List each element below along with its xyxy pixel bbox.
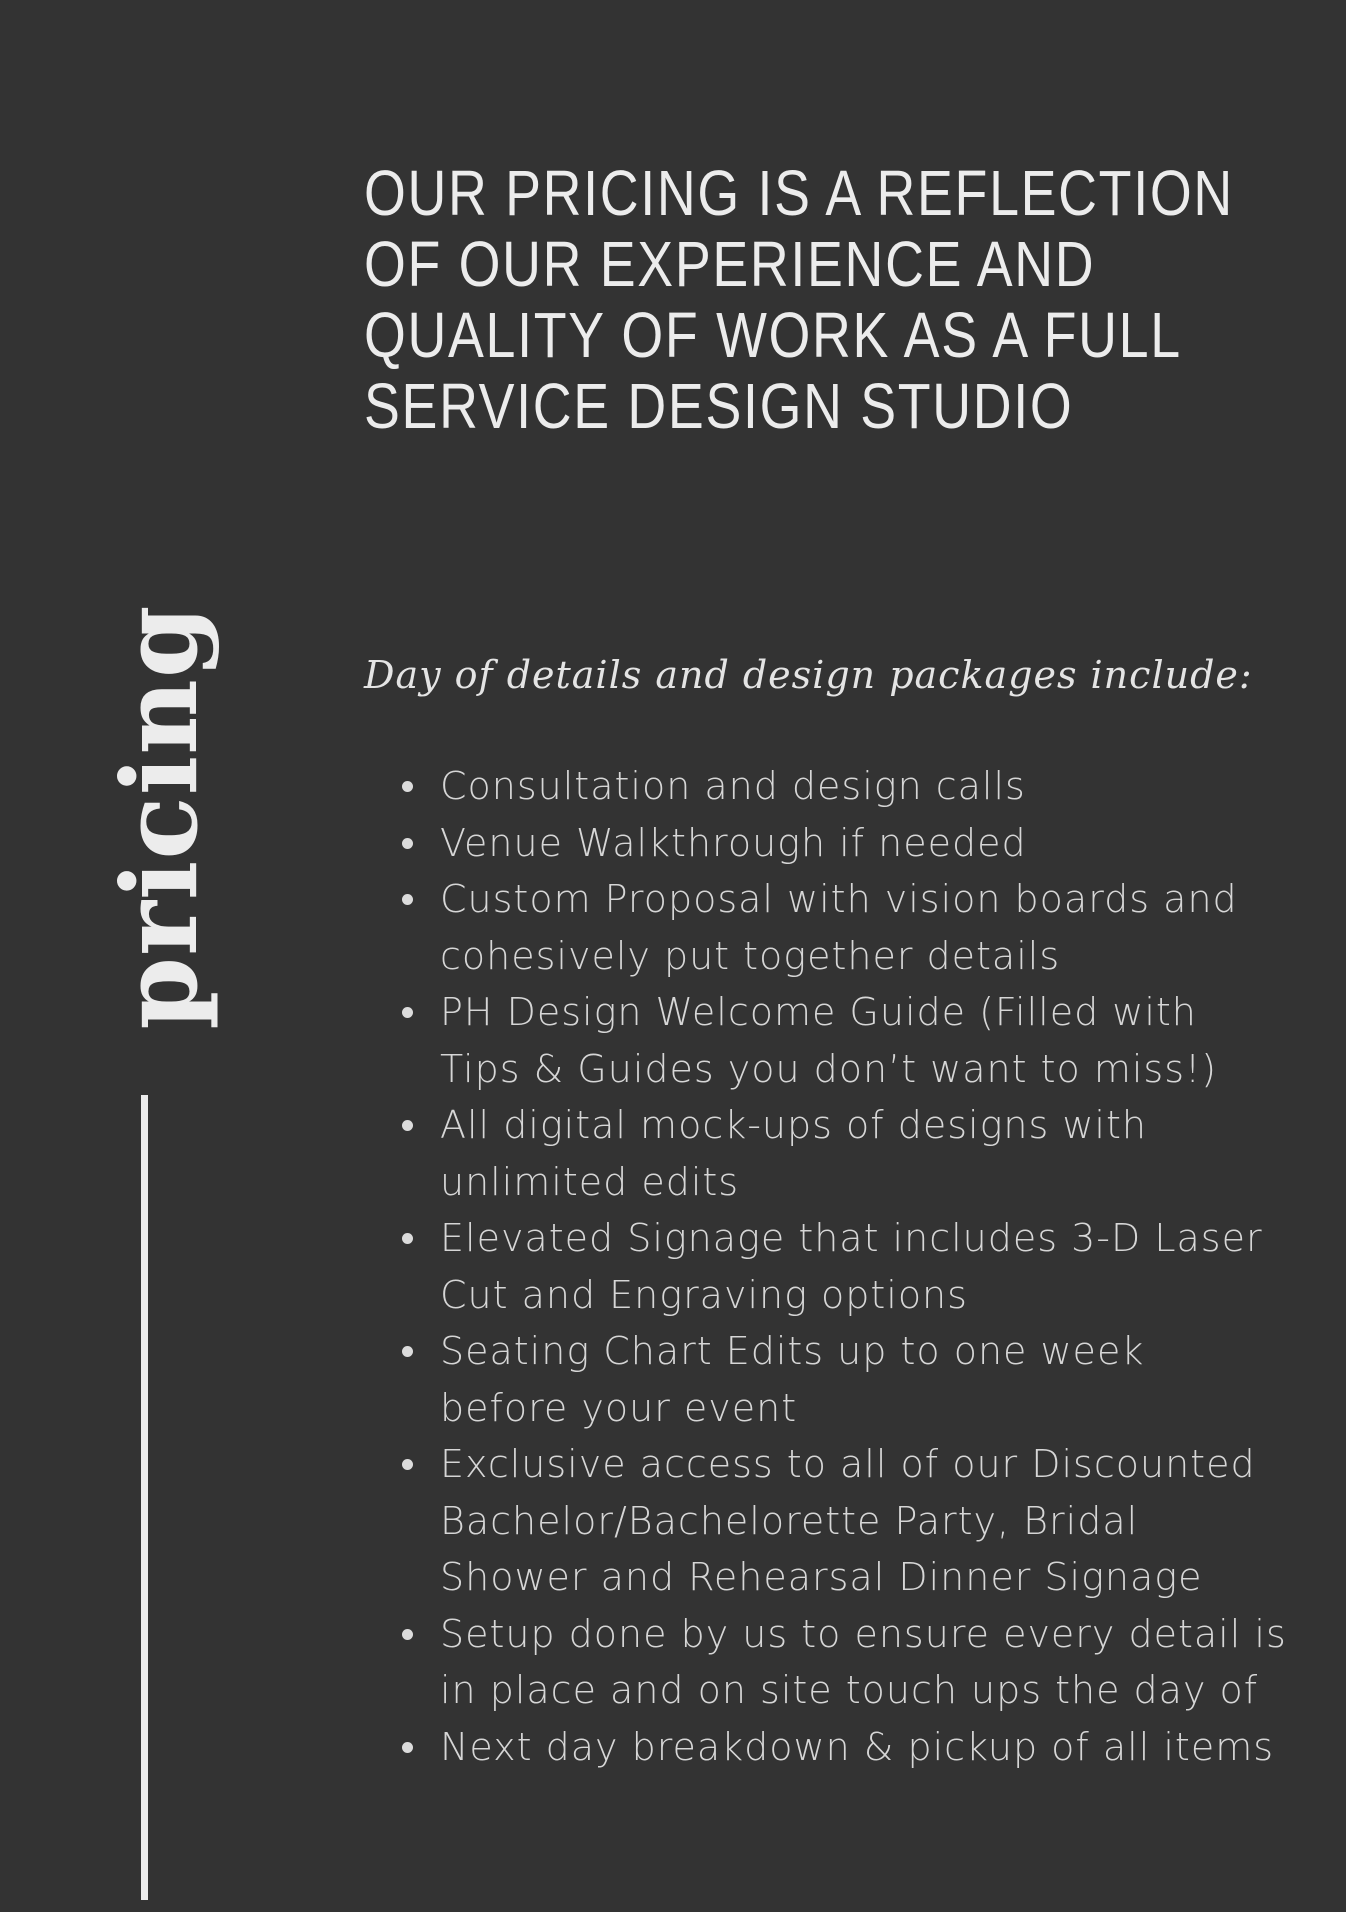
bullet-icon — [402, 1233, 413, 1244]
bullet-icon — [402, 894, 413, 905]
list-item-text: Tips & Guides you don’t want to miss!) — [440, 1046, 1218, 1091]
list-item — [440, 984, 1287, 1097]
list-item — [440, 1210, 1287, 1323]
list-item-text: Setup done by us to ensure every detail is — [440, 1611, 1287, 1656]
list-item-text: Custom Proposal with vision boards and — [440, 877, 1238, 921]
bullet-icon — [402, 1629, 413, 1640]
bullet-icon — [402, 1120, 413, 1131]
list-item-text: Seating Chart Edits up to one week — [440, 1329, 1145, 1373]
bullet-icon — [402, 781, 413, 792]
bullet-icon — [402, 838, 413, 849]
list-item-text: Bachelor/Bachelorette Party, Bridal — [440, 1498, 1139, 1543]
list-item — [440, 758, 1287, 815]
list-item-text: Consultation and design calls — [440, 764, 1026, 808]
bullet-icon — [402, 1459, 413, 1470]
list-item-text: Venue Walkthrough if needed — [440, 820, 1027, 865]
list-item-text: Exclusive access to all of our Discounted — [440, 1442, 1256, 1486]
package-feature-list — [440, 758, 1287, 1775]
list-item — [440, 1719, 1287, 1776]
list-item-text: unlimited edits — [440, 1159, 740, 1204]
packages-heading: Day of details and design packages include: — [364, 653, 1253, 697]
list-item-text: before your event — [440, 1385, 798, 1430]
list-item-text: Cut and Engraving options — [440, 1272, 968, 1317]
list-item — [440, 1436, 1287, 1606]
list-item-text: All digital mock-ups of designs with — [440, 1103, 1147, 1147]
list-item-text: Elevated Signage that includes 3-D Laser — [440, 1216, 1263, 1260]
list-item — [440, 871, 1287, 984]
list-item — [440, 1606, 1287, 1719]
list-item-text: Shower and Rehearsal Dinner Signage — [440, 1555, 1203, 1599]
list-item — [440, 1097, 1287, 1210]
headline-line: OUR PRICING IS A REFLECTION — [364, 157, 1234, 229]
bullet-icon — [402, 1007, 413, 1018]
headline — [364, 157, 1234, 442]
headline-line: SERVICE DESIGN STUDIO — [364, 370, 1074, 442]
list-item-text: Next day breakdown & pickup of all items — [440, 1724, 1275, 1769]
side-label-pricing: pricing — [98, 604, 221, 1030]
list-item-text: cohesively put together details — [440, 933, 1061, 978]
vertical-divider — [141, 1095, 148, 1900]
bullet-icon — [402, 1742, 413, 1753]
list-item — [440, 815, 1287, 872]
headline-line: QUALITY OF WORK AS A FULL — [364, 299, 1182, 371]
bullet-icon — [402, 1346, 413, 1357]
list-item — [440, 1323, 1287, 1436]
list-item-text: PH Design Welcome Guide (Filled with — [440, 990, 1197, 1034]
list-item-text: in place and on site touch ups the day of — [440, 1668, 1259, 1712]
headline-line: OF OUR EXPERIENCE AND — [364, 228, 1096, 300]
